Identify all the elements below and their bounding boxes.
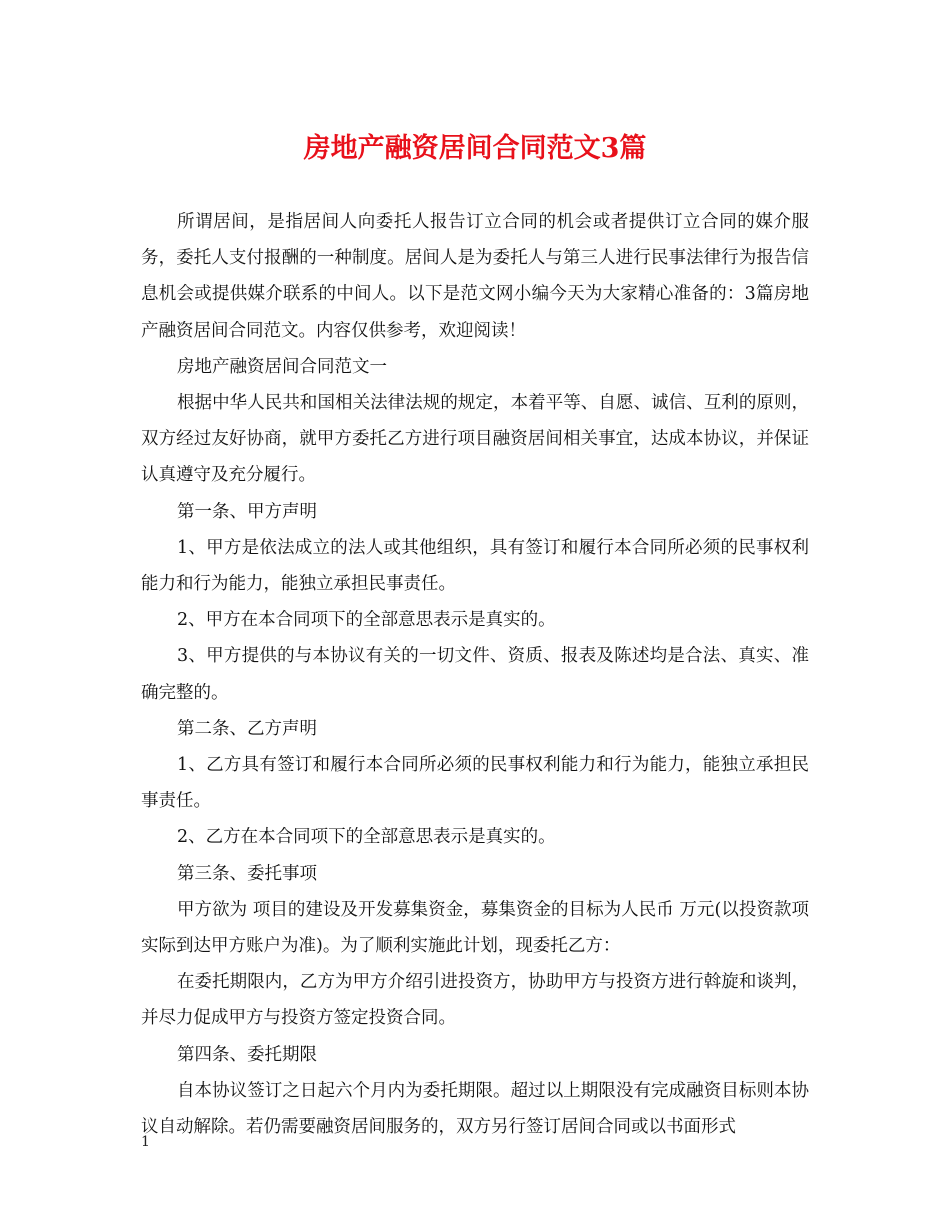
paragraph-preamble: 根据中华人民共和国相关法律法规的规定，本着平等、自愿、诚信、互利的原则，双方经过友好协商，就甲方委托乙方进行项目融资居间相关事宜，达成本协议，并保证认真遵守及充分履行。 [141,393,809,486]
article-heading-2: 第二条、乙方声明 [177,718,317,739]
paragraph-party-a-2: 2、甲方在本合同项下的全部意思表示是真实的。 [177,610,556,631]
page-number: 1 [141,1134,150,1150]
paragraph-party-b-2: 2、乙方在本合同项下的全部意思表示是真实的。 [177,827,556,848]
paragraph-sample-heading: 房地产融资居间合同范文一 [177,356,387,377]
article-heading-1: 第一条、甲方声明 [177,501,317,522]
paragraph-intro: 所谓居间，是指居间人向委托人报告订立合同的机会或者提供订立合同的媒介服务，委托人支付报酬的一种制度。居间人是为委托人与第三人进行民事法律行为报告信息机会或提供媒介联系的中间人。以下是范文网小编今天为大家精心准备的：3篇房地产融资居间合同范文。内容仅供参考，欢迎阅读！ [141,212,809,341]
article-heading-3: 第三条、委托事项 [177,863,317,884]
paragraph-party-a-1: 1、甲方是依法成立的法人或其他组织，具有签订和履行本合同所必须的民事权利能力和行为能力，能独立承担民事责任。 [141,537,809,595]
paragraph-term: 自本协议签订之日起六个月内为委托期限。超过以上期限没有完成融资目标则本协议自动解除。若仍需要融资居间服务的，双方另行签订居间合同或以书面形式 [141,1080,809,1138]
document-title: 房地产融资居间合同范文3篇 [303,133,647,164]
article-heading-4: 第四条、委托期限 [177,1044,317,1065]
paragraph-commission-2: 在委托期限内，乙方为甲方介绍引进投资方，协助甲方与投资方进行斡旋和谈判，并尽力促成甲方与投资方签定投资合同。 [141,972,809,1029]
paragraph-party-b-1: 1、乙方具有签订和履行本合同所必须的民事权利能力和行为能力，能独立承担民事责任。 [141,755,809,812]
paragraph-commission-1: 甲方欲为 项目的建设及开发募集资金，募集资金的目标为人民币 万元(以投资款项实际到达甲方账户为准)。为了顺利实施此计划，现委托乙方： [141,899,809,957]
paragraph-party-a-3: 3、甲方提供的与本协议有关的一切文件、资质、报表及陈述均是合法、真实、准确完整的。 [141,646,809,703]
document-body [141,204,809,1145]
